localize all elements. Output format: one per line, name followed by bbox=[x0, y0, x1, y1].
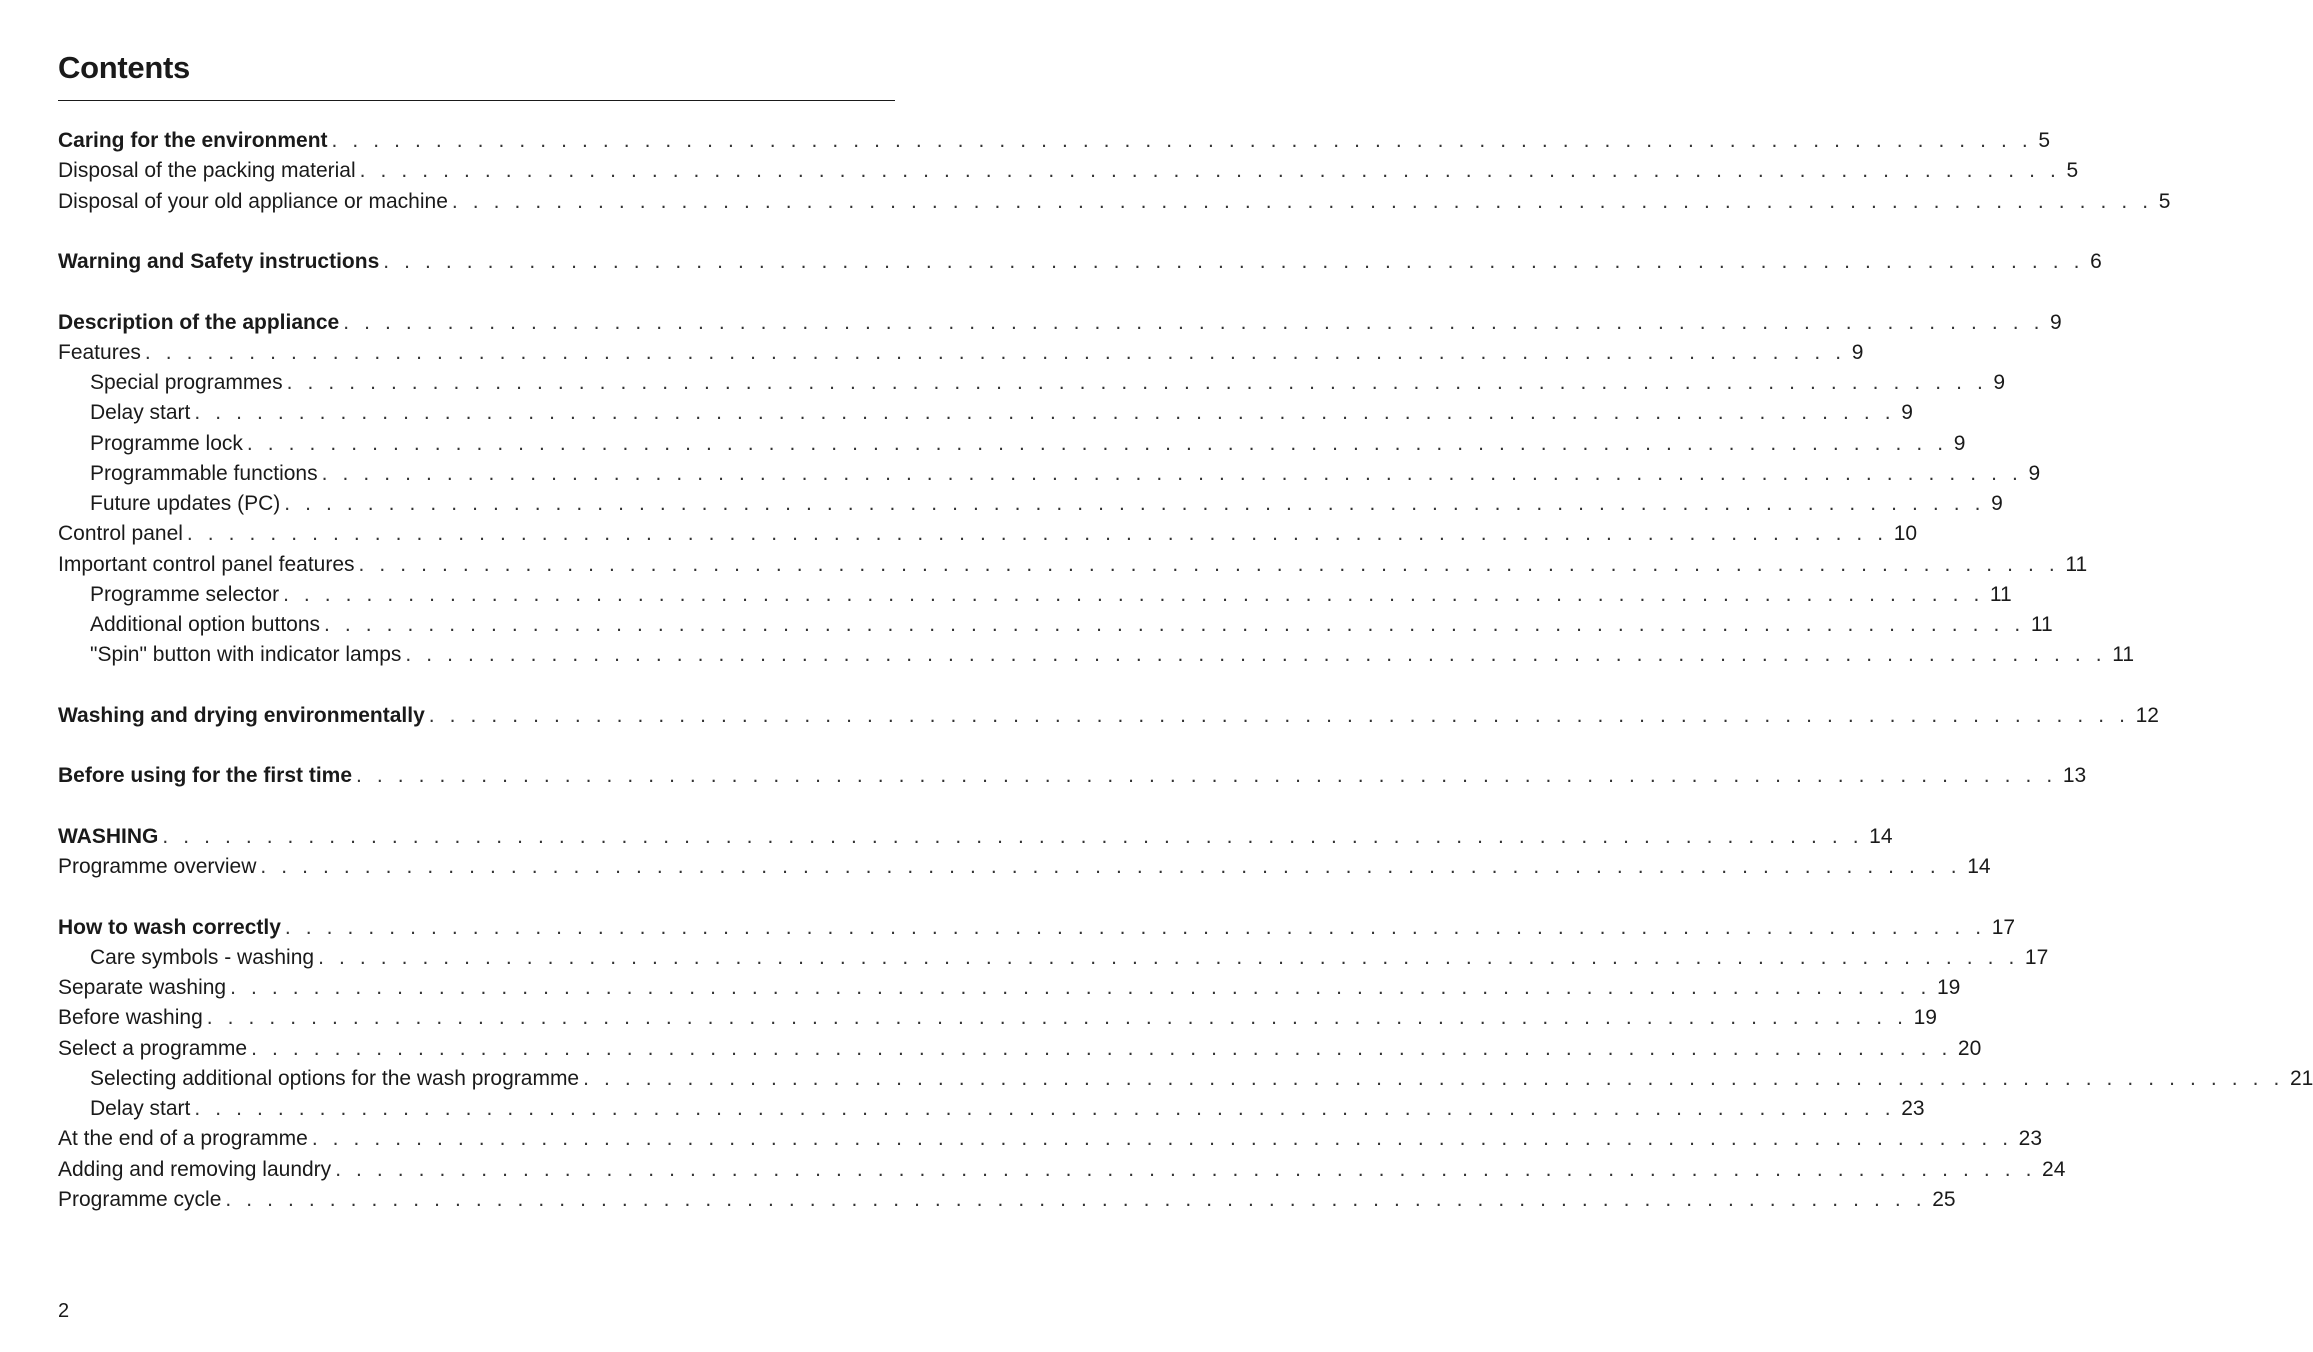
toc-entry-page: 23 bbox=[1901, 1097, 1925, 1120]
toc-entry-label: Caring for the environment bbox=[58, 129, 328, 152]
toc-entry-label: Delay start bbox=[90, 1097, 191, 1120]
toc-entry-page: 9 bbox=[1851, 340, 1864, 364]
toc-entry bbox=[58, 308, 2062, 338]
toc-entry bbox=[58, 1034, 1982, 1064]
toc-entry bbox=[58, 761, 2087, 791]
toc-dot-leader: . . . . . . . . . . . . . . . . . . . . . . . . . . . . . . . . . . . . . . . . . . . . . . . . . . . . . . . . . . . . . . . . . . . . . . . . . . . . . . . . . . bbox=[318, 945, 2019, 969]
toc-entry-label: "Spin" button with indicator lamps bbox=[90, 643, 402, 667]
toc-dot-leader: . . . . . . . . . . . . . . . . . . . . . . . . . . . . . . . . . . . . . . . . . . . . . . . . . . . . . . . . . . . . . . . . . . . . . . . . . . . . . . . . . . bbox=[225, 1187, 1927, 1211]
toc-entry-page: 19 bbox=[1936, 976, 1961, 999]
toc-entry bbox=[58, 1185, 1956, 1215]
toc-entry-label: Special programmes bbox=[90, 371, 283, 394]
toc-entry bbox=[58, 1094, 1925, 1124]
toc-entry-page: 13 bbox=[2062, 764, 2087, 788]
toc-entry-page: 24 bbox=[2042, 1157, 2066, 1181]
toc-dot-leader: . . . . . . . . . . . . . . . . . . . . . . . . . . . . . . . . . . . . . . . . . . . . . . . . . . . . . . . . . . . . . . . . . . . . . . . . . . . . . . . . . . bbox=[186, 522, 1888, 546]
toc-entry-label: Programmable functions bbox=[90, 461, 318, 485]
toc-dot-leader: . . . . . . . . . . . . . . . . . . . . . . . . . . . . . . . . . . . . . . . . . . . . . . . . . . . . . . . . . . . . . . . . . . . . . . . . . . . . . . . . . . bbox=[428, 703, 2130, 727]
toc-entry-page: 9 bbox=[1993, 371, 2006, 394]
toc-entry-label: Future updates (PC) bbox=[90, 492, 281, 515]
toc-entry-page: 25 bbox=[1932, 1187, 1956, 1211]
toc-entry bbox=[58, 1003, 1937, 1033]
toc-entry-label: Care symbols - washing bbox=[90, 945, 315, 969]
toc-entry-page: 19 bbox=[1913, 1006, 1937, 1030]
toc-entry bbox=[58, 519, 1918, 549]
toc-entry-label: Select a programme bbox=[58, 1036, 248, 1060]
toc-dot-leader: . . . . . . . . . . . . . . . . . . . . . . . . . . . . . . . . . . . . . . . . . . . . . . . . . . . . . . . . . . . . . . . . . . . . . . . . . . . . . . . . . . bbox=[359, 159, 2061, 183]
toc-entry bbox=[58, 368, 2006, 398]
toc-entry bbox=[58, 1155, 2066, 1185]
toc-dot-leader: . . . . . . . . . . . . . . . . . . . . . . . . . . . . . . . . . . . . . . . . . . . . . . . . . . . . . . . . . . . . . . . . . . . . . . . . . . . . . . . . . . bbox=[286, 371, 1988, 394]
toc-entry bbox=[58, 126, 2051, 156]
toc-entry bbox=[58, 1124, 2042, 1154]
toc-dot-leader: . . . . . . . . . . . . . . . . . . . . . . . . . . . . . . . . . . . . . . . . . . . . . . . . . . . . . . . . . . . . . . . . . . . . . . . . . . . . . . . . . . bbox=[356, 764, 2057, 788]
toc-entry-label: Important control panel features bbox=[58, 552, 355, 576]
toc-entry-page: 14 bbox=[1967, 855, 1991, 878]
toc-entry-page: 14 bbox=[1869, 824, 1893, 848]
toc-entry-label: Before washing bbox=[58, 1006, 203, 1030]
toc-entry bbox=[58, 610, 2053, 640]
toc-entry-label: Selecting additional options for the wash programme bbox=[90, 1066, 580, 1090]
toc-dot-leader: . . . . . . . . . . . . . . . . . . . . . . . . . . . . . . . . . . . . . . . . . . . . . . . . . . . . . . . . . . . . . . . . . . . . . . . . . . . . . . . . . . bbox=[335, 1157, 2037, 1181]
toc-entry-label: Programme selector bbox=[90, 582, 280, 606]
toc-dot-leader: . . . . . . . . . . . . . . . . . . . . . . . . . . . . . . . . . . . . . . . . . . . . . . . . . . . . . . . . . . . . . . . . . . . . . . . . . . . . . . . . . . bbox=[583, 1066, 2284, 1090]
toc-entry-label: Delay start bbox=[90, 401, 191, 425]
toc-dot-leader: . . . . . . . . . . . . . . . . . . . . . . . . . . . . . . . . . . . . . . . . . . . . . . . . . . . . . . . . . . . . . . . . . . . . . . . . . . . . . . . . . . bbox=[194, 1097, 1896, 1120]
toc-entry-page: 5 bbox=[2038, 129, 2051, 152]
toc-dot-leader: . . . . . . . . . . . . . . . . . . . . . . . . . . . . . . . . . . . . . . . . . . . . . . . . . . . . . . . . . . . . . . . . . . . . . . . . . . . . . . . . . . bbox=[451, 189, 2153, 213]
toc-entry bbox=[58, 459, 2041, 489]
toc-entry-label: Disposal of the packing material bbox=[58, 159, 356, 183]
toc-entry bbox=[58, 489, 2003, 519]
toc-dot-leader: . . . . . . . . . . . . . . . . . . . . . . . . . . . . . . . . . . . . . . . . . . . . . . . . . . . . . . . . . . . . . . . . . . . . . . . . . . . . . . . . . . bbox=[230, 976, 1931, 999]
toc-dot-leader: . . . . . . . . . . . . . . . . . . . . . . . . . . . . . . . . . . . . . . . . . . . . . . . . . . . . . . . . . . . . . . . . . . . . . . . . . . . . . . . . . . bbox=[144, 340, 1846, 364]
toc-entry-page: 9 bbox=[1953, 431, 1966, 455]
title-divider bbox=[58, 100, 895, 101]
toc-entry-label: Separate washing bbox=[58, 976, 227, 999]
toc-entry-page: 5 bbox=[2158, 189, 2171, 213]
toc-entry bbox=[58, 973, 1961, 1003]
toc-entry-page: 11 bbox=[2112, 643, 2135, 667]
toc-dot-leader: . . . . . . . . . . . . . . . . . . . . . . . . . . . . . . . . . . . . . . . . . . . . . . . . . . . . . . . . . . . . . . . . . . . . . . . . . . . . . . . . . . bbox=[283, 582, 1984, 606]
toc-dot-leader: . . . . . . . . . . . . . . . . . . . . . . . . . . . . . . . . . . . . . . . . . . . . . . . . . . . . . . . . . . . . . . . . . . . . . . . . . . . . . . . . . . bbox=[405, 643, 2107, 667]
toc-entry-label: Washing and drying environmentally bbox=[58, 703, 425, 727]
toc-entry-label: Warning and Safety instructions bbox=[58, 250, 380, 273]
toc-dot-leader: . . . . . . . . . . . . . . . . . . . . . . . . . . . . . . . . . . . . . . . . . . . . . . . . . . . . . . . . . . . . . . . . . . . . . . . . . . . . . . . . . . bbox=[331, 129, 2033, 152]
toc-entry-page: 23 bbox=[2018, 1127, 2042, 1151]
toc-dot-leader: . . . . . . . . . . . . . . . . . . . . . . . . . . . . . . . . . . . . . . . . . . . . . . . . . . . . . . . . . . . . . . . . . . . . . . . . . . . . . . . . . . bbox=[162, 824, 1864, 848]
toc-entry bbox=[58, 580, 2012, 610]
toc-entry-page: 17 bbox=[1991, 915, 2016, 939]
toc-entry bbox=[58, 640, 2135, 670]
toc-entry-label: Programme cycle bbox=[58, 1187, 222, 1211]
toc-entry-label: WASHING bbox=[58, 824, 159, 848]
toc-entry-label: Adding and removing laundry bbox=[58, 1157, 332, 1181]
toc-entry-page: 20 bbox=[1957, 1036, 1982, 1060]
toc-dot-leader: . . . . . . . . . . . . . . . . . . . . . . . . . . . . . . . . . . . . . . . . . . . . . . . . . . . . . . . . . . . . . . . . . . . . . . . . . . . . . . . . . . bbox=[324, 613, 2025, 636]
toc-entry-label: Programme overview bbox=[58, 855, 257, 878]
toc-entry-page: 11 bbox=[2030, 613, 2053, 636]
toc-entry-label: At the end of a programme bbox=[58, 1127, 308, 1151]
toc-entry-page: 21 bbox=[2289, 1066, 2313, 1090]
toc-dot-leader: . . . . . . . . . . . . . . . . . . . . . . . . . . . . . . . . . . . . . . . . . . . . . . . . . . . . . . . . . . . . . . . . . . . . . . . . . . . . . . . . . . bbox=[284, 915, 1986, 939]
toc-entry-page: 9 bbox=[2050, 310, 2062, 334]
toc-dot-leader: . . . . . . . . . . . . . . . . . . . . . . . . . . . . . . . . . . . . . . . . . . . . . . . . . . . . . . . . . . . . . . . . . . . . . . . . . . . . . . . . . . bbox=[206, 1006, 1908, 1030]
toc-entry bbox=[58, 247, 2102, 277]
toc-entry-label: Features bbox=[58, 340, 141, 364]
toc-entry bbox=[58, 398, 1913, 428]
toc-entry-label: How to wash correctly bbox=[58, 915, 281, 939]
page-title: Contents bbox=[58, 50, 190, 85]
toc-dot-leader: . . . . . . . . . . . . . . . . . . . . . . . . . . . . . . . . . . . . . . . . . . . . . . . . . . . . . . . . . . . . . . . . . . . . . . . . . . . . . . . . . . bbox=[358, 552, 2060, 576]
toc-dot-leader: . . . . . . . . . . . . . . . . . . . . . . . . . . . . . . . . . . . . . . . . . . . . . . . . . . . . . . . . . . . . . . . . . . . . . . . . . . . . . . . . . . bbox=[321, 461, 2023, 485]
toc-entry-page: 11 bbox=[2065, 552, 2088, 576]
table-of-contents bbox=[58, 126, 2313, 1215]
toc-dot-leader: . . . . . . . . . . . . . . . . . . . . . . . . . . . . . . . . . . . . . . . . . . . . . . . . . . . . . . . . . . . . . . . . . . . . . . . . . . . . . . . . . . bbox=[194, 401, 1896, 425]
toc-entry bbox=[58, 1064, 2313, 1094]
toc-entry-page: 10 bbox=[1893, 522, 1918, 546]
toc-entry-label: Additional option buttons bbox=[90, 613, 321, 636]
toc-entry-label: Control panel bbox=[58, 522, 183, 546]
toc-dot-leader: . . . . . . . . . . . . . . . . . . . . . . . . . . . . . . . . . . . . . . . . . . . . . . . . . . . . . . . . . . . . . . . . . . . . . . . . . . . . . . . . . . bbox=[343, 310, 2045, 334]
toc-entry-page: 5 bbox=[2066, 159, 2079, 183]
toc-entry bbox=[58, 187, 2171, 217]
toc-entry bbox=[58, 429, 1966, 459]
page-number: 2 bbox=[58, 1300, 70, 1322]
toc-dot-leader: . . . . . . . . . . . . . . . . . . . . . . . . . . . . . . . . . . . . . . . . . . . . . . . . . . . . . . . . . . . . . . . . . . . . . . . . . . . . . . . . . . bbox=[311, 1127, 2013, 1151]
toc-entry-page: 9 bbox=[1901, 401, 1913, 425]
toc-entry bbox=[58, 852, 1991, 882]
toc-entry bbox=[58, 822, 1893, 852]
toc-entry bbox=[58, 943, 2049, 973]
toc-entry bbox=[58, 701, 2159, 731]
toc-dot-leader: . . . . . . . . . . . . . . . . . . . . . . . . . . . . . . . . . . . . . . . . . . . . . . . . . . . . . . . . . . . . . . . . . . . . . . . . . . . . . . . . . . bbox=[284, 492, 1986, 515]
toc-entry-page: 9 bbox=[1991, 492, 2003, 515]
toc-entry-page: 6 bbox=[2090, 250, 2102, 273]
toc-entry-label: Programme lock bbox=[90, 431, 243, 455]
toc-entry-page: 11 bbox=[1989, 582, 2012, 606]
toc-entry bbox=[58, 338, 1864, 368]
toc-entry bbox=[58, 156, 2079, 186]
toc-dot-leader: . . . . . . . . . . . . . . . . . . . . . . . . . . . . . . . . . . . . . . . . . . . . . . . . . . . . . . . . . . . . . . . . . . . . . . . . . . . . . . . . . . bbox=[260, 855, 1962, 878]
toc-entry bbox=[58, 913, 2016, 943]
toc-dot-leader: . . . . . . . . . . . . . . . . . . . . . . . . . . . . . . . . . . . . . . . . . . . . . . . . . . . . . . . . . . . . . . . . . . . . . . . . . . . . . . . . . . bbox=[251, 1036, 1952, 1060]
toc-dot-leader: . . . . . . . . . . . . . . . . . . . . . . . . . . . . . . . . . . . . . . . . . . . . . . . . . . . . . . . . . . . . . . . . . . . . . . . . . . . . . . . . . . bbox=[246, 431, 1948, 455]
toc-entry-label: Disposal of your old appliance or machine bbox=[58, 189, 448, 213]
toc-entry bbox=[58, 550, 2088, 580]
toc-entry-page: 12 bbox=[2135, 703, 2159, 727]
toc-dot-leader: . . . . . . . . . . . . . . . . . . . . . . . . . . . . . . . . . . . . . . . . . . . . . . . . . . . . . . . . . . . . . . . . . . . . . . . . . . . . . . . . . . bbox=[383, 250, 2085, 273]
toc-entry-page: 9 bbox=[2028, 461, 2041, 485]
toc-entry-label: Before using for the first time bbox=[58, 764, 353, 788]
toc-entry-label: Description of the appliance bbox=[58, 310, 340, 334]
toc-entry-page: 17 bbox=[2024, 945, 2049, 969]
